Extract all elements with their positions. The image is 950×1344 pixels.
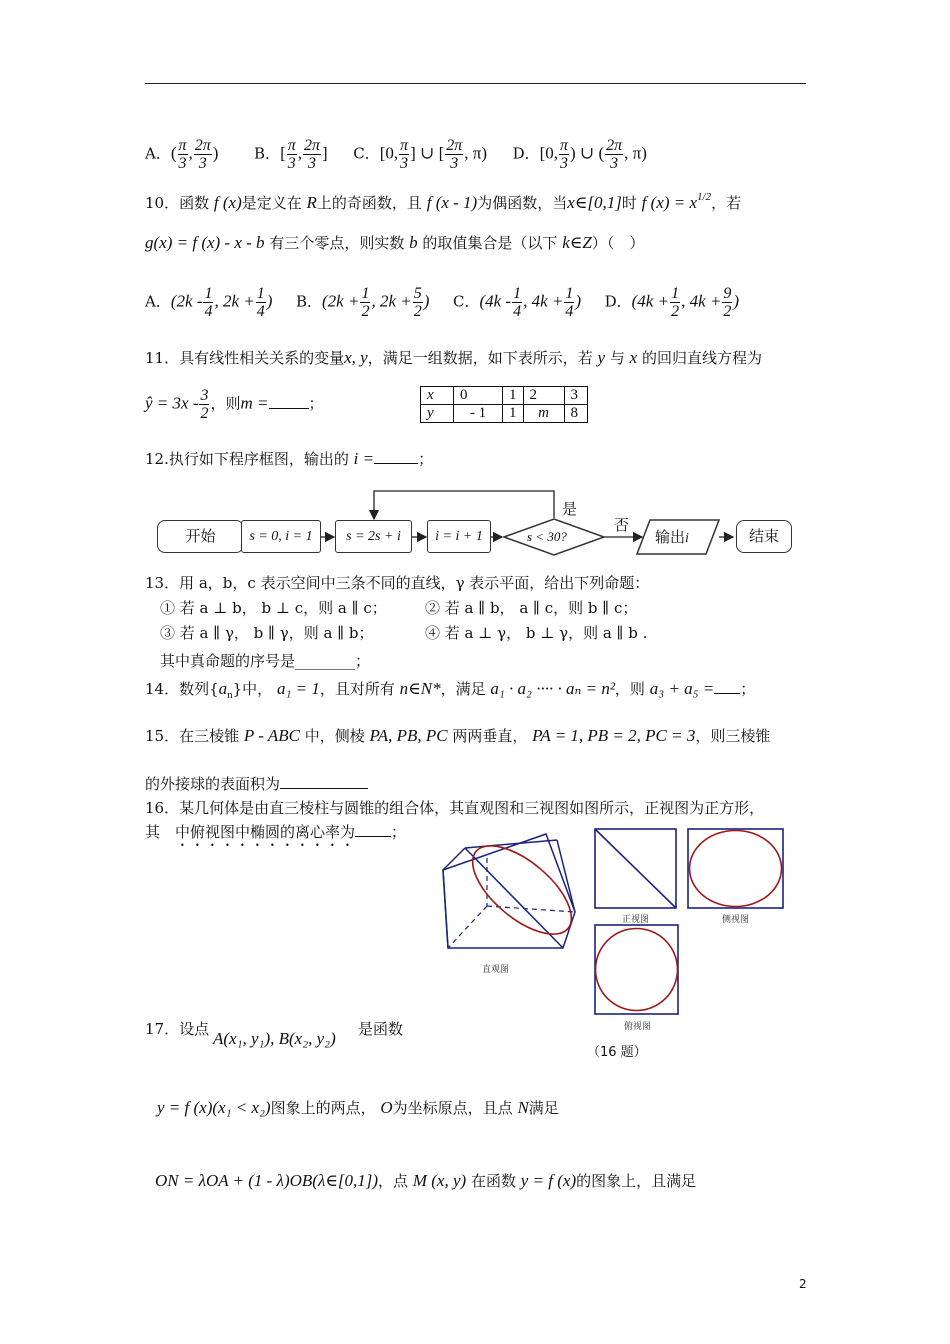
header-rule bbox=[145, 83, 806, 84]
top-view-caption: 俯视图 bbox=[624, 1022, 652, 1032]
side-view-caption: 侧视图 bbox=[722, 915, 750, 925]
q13-prop4: ④ 若 a ⊥ γ， b ⊥ γ，则 a ∥ b . bbox=[425, 624, 648, 642]
table-cell: 0 bbox=[454, 387, 503, 405]
q15-line1: 15．在三棱锥 P - ABC 中，侧棱 PA, PB, PC 两两垂直， PA = 1, PB = 2, PC = 3，则三棱锥 bbox=[145, 726, 771, 745]
table-cell: x bbox=[421, 387, 454, 405]
q16-figure-caption: （16 题） bbox=[587, 1045, 647, 1060]
flow-loop-arrow bbox=[374, 491, 554, 519]
q11-line1: 11．具有线性相关关系的变量x, y，满足一组数据，如下表所示，若 y 与 x 的回归直线方程为 bbox=[145, 348, 762, 367]
direct-view-caption: 直观图 bbox=[482, 965, 510, 975]
q16-side-view bbox=[687, 828, 785, 910]
q17-line1b: 是函数 bbox=[358, 1020, 404, 1038]
q13-prop2: ② 若 a ∥ b， a ∥ c，则 b ∥ c； bbox=[425, 599, 638, 617]
q17-points: A(x₁, y₁), B(x₂, y₂) bbox=[213, 1029, 336, 1048]
front-view-caption: 正视图 bbox=[622, 915, 650, 925]
table-cell: 1 bbox=[503, 405, 524, 423]
table-row bbox=[421, 387, 588, 405]
flow-output: 输出i bbox=[655, 528, 689, 546]
q10-options: A．(2k - $\frac{1}{4}$ , 2k + $\frac{1}{4}$ ) B．(2k + $\frac{1}{2}$ , 2k + $\frac{5}{2}$ ) C．(4k - $\frac{1}{4}$ , 4k + $\frac{1}{4}$ ) D．(4k + $\frac{1}{2}$ , 4k + $\frac{9}{2}$ ) bbox=[145, 285, 740, 320]
q13-line4: 其中真命题的序号是________； bbox=[160, 652, 371, 670]
q16-front-view bbox=[594, 828, 678, 910]
q13-line1: 13．用 a，b，c 表示空间中三条不同的直线，γ 表示平面，给出下列命题： bbox=[145, 574, 650, 592]
flow-start: 开始 bbox=[157, 520, 244, 553]
table-cell: m bbox=[523, 405, 564, 423]
flow-init: s = 0, i = 1 bbox=[241, 520, 321, 553]
q15-line2: 的外接球的表面积为 bbox=[145, 773, 368, 795]
q16-line1: 16．某几何体是由直三棱柱与圆锥的组合体，其直观图和三视图如图所示，正视图为正方形， bbox=[145, 799, 765, 817]
q17-line3: ON = λOA + (1 - λ)OB(λ∈[0,1])，点 M (x, y) 在函数 y = f (x)的图象上，且满足 bbox=[155, 1171, 697, 1190]
flow-yes-label: 是 bbox=[562, 500, 578, 518]
q16-direct-view bbox=[440, 824, 590, 959]
q10-line1: 10．函数 f (x)是定义在 R上的奇函数，且 f (x - 1)为偶函数，当x∈[0,1]时 f $(x) = x^{1/2}$，若 bbox=[145, 191, 742, 212]
table-cell: y bbox=[421, 405, 454, 423]
q13-prop3: ③ 若 a ∥ γ， b ∥ γ，则 a ∥ b； bbox=[160, 624, 374, 642]
q16-line2: 其 中俯视图中椭圆的离心率为 ； bbox=[145, 823, 407, 841]
table-cell: 8 bbox=[564, 405, 587, 423]
flow-no-label: 否 bbox=[614, 516, 630, 534]
q11-line2: ŷ = 3x - $\frac{3}{2}$ ，则m = ； bbox=[145, 387, 324, 422]
flow-step2: i = i + 1 bbox=[427, 520, 491, 553]
q12-line: 12.执行如下程序框图，输出的 i = ； bbox=[145, 449, 434, 468]
table-cell: 3 bbox=[564, 387, 587, 405]
q16-top-view bbox=[594, 924, 680, 1016]
flow-condition: s < 30? bbox=[527, 529, 567, 544]
table-cell: - 1 bbox=[454, 405, 503, 423]
q11-data-table bbox=[420, 386, 588, 423]
table-row bbox=[421, 405, 588, 423]
q17-line2: y = f (x)(x₁ < x₂)图象上的两点， O为坐标原点，且点 N满足 bbox=[157, 1098, 559, 1117]
table-cell: 1 bbox=[503, 387, 524, 405]
q9-options: A．( $\frac{\pi}{3}$ , $\frac{2\pi}{3}$ ) B．[ $\frac{\pi}{3}$ , $\frac{2\pi}{3}$ ] C．[0, $\frac{\pi}{3}$ ] ∪ [ $\frac{2\pi}{3}$ , π) D．[0, $\frac{\pi}{3}$ ) ∪ ( $\frac{2\pi}{3}$ , π) bbox=[145, 137, 647, 172]
q10-line2: g(x) = f (x) - x - b 有三个零点，则实数 b 的取值集合是（以下 k∈Z）（ ） bbox=[145, 233, 645, 252]
q17-line1: 17．设点 bbox=[145, 1020, 210, 1038]
q14-line: 14．数列$\{a_n\}$中， a₁ = 1，且对所有 n∈N*，满足 a₁ · a₂ ···· · aₙ = n²，则 a₃ + a₅ = ； bbox=[145, 679, 756, 701]
q13-prop1: ① 若 a ⊥ b， b ⊥ c，则 a ∥ c； bbox=[160, 599, 387, 617]
page-number: 2 bbox=[799, 1277, 807, 1291]
flow-step1: s = 2s + i bbox=[335, 520, 412, 553]
flow-end: 结束 bbox=[736, 520, 792, 553]
table-cell: 2 bbox=[523, 387, 564, 405]
